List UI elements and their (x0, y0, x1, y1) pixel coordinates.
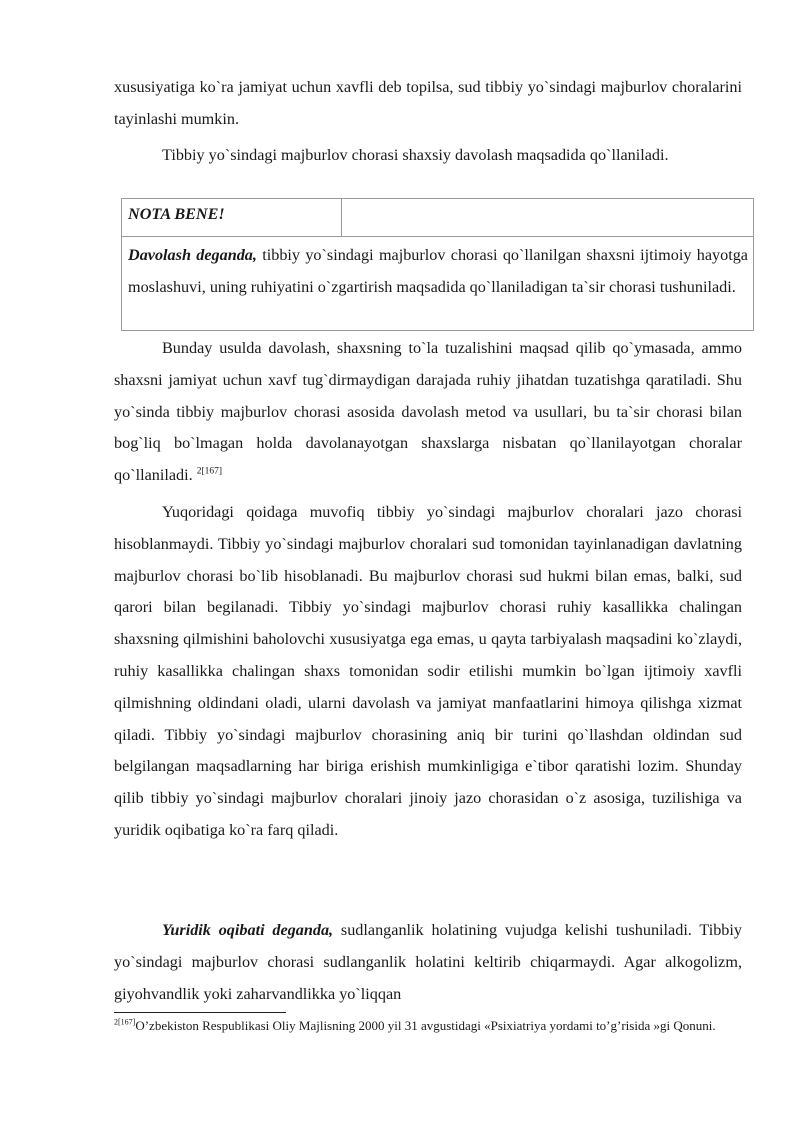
footnote (114, 1016, 754, 1035)
paragraph-3 (114, 333, 742, 492)
paragraph-4-text: Yuqoridagi qoidaga muvofiq tibbiy yo`sindagi majburlov choralari jazo chorasi hisoblanmaydi. Tibbiy yo`sindagi majburlov choralari sud tomonidan tayinlanadigan davlatning majburlov chorasi bo`lib hisoblanadi. Bu majburlov chorasi sud hukmi bilan emas, balki, sud qarori bilan begilanadi. Tibbiy yo`sindagi majburlov chorasi ruhiy kasallikka chalingan shaxsning qilmishini baholovchi xususiyatga ega emas, u qayta tarbiyalash maqsadini ko`zlaydi, ruhiy kasallikka chalingan shaxs tomonidan sodir etilishi mumkin bo`lgan ijtimoiy xavfli qilmishning oldindani oladi, ularni davolash va jamiyat manfaatlarini himoya qilishga xizmat qiladi. Tibbiy yo`sindagi majburlov chorasining aniq bir turini qo`llashdan oldindan sud belgilangan maqsadlarning har biriga erishish mumkinligiga e`tibor qaratishi lozim. Shunday qilib tibbiy yo`sindagi majburlov choralari jinoiy jazo chorasidan o`z asosiga, tuzilishiga va yuridik oqibatiga ko`ra farq qiladi. (114, 503, 742, 839)
nota-bene-title: NOTA BENE! (128, 205, 225, 223)
footnote-mark: 2[167] (114, 1017, 136, 1027)
paragraph-2-text: Tibbiy yo`sindagi majburlov chorasi shaxsiy davolash maqsadida qo`llaniladi. (162, 146, 669, 164)
paragraph-1 (114, 72, 742, 136)
footnote-reference[interactable]: 2[167] (196, 466, 223, 477)
paragraph-1-text: xususiyatiga ko`ra jamiyat uchun xavfli deb topilsa, sud tibbiy yo`sindagi majburlov choralarini tayinlashi mumkin. (114, 78, 742, 128)
nota-bene-header-divider (341, 199, 342, 237)
paragraph-3-text: Bunday usulda davolash, shaxsning to`la tuzalishini maqsad qilib qo`ymasada, ammo shaxsni jamiyat uchun xavf tug`dirmaydigan darajada ruhiy jihatdan tuzatishga qaratiladi. Shu yo`sinda tibbiy majburlov chorasi asosida davolash metod va usullari, bu ta`sir chorasi bilan bog`liq bo`lmagan holda davolanayotgan shaxslarga nisbatan qo`llanilayotgan choralar qo`llaniladi. (114, 339, 742, 485)
paragraph-4 (114, 497, 742, 847)
nota-bene-lead: Davolash deganda, (128, 246, 257, 264)
paragraph-2 (114, 140, 742, 172)
paragraph-5 (114, 915, 742, 1010)
nota-bene-header (122, 199, 754, 237)
nota-bene-body (128, 239, 748, 303)
nota-bene-text: tibbiy yo`sindagi majburlov chorasi qo`llanilgan shaxsni ijtimoiy hayotga moslashuvi, uning ruhiyatini o`zgartirish maqsadida qo`llaniladigan ta`sir chorasi tushuniladi. (128, 246, 748, 296)
footnote-separator (114, 1012, 286, 1013)
footnote-text: O’zbekiston Respublikasi Oliy Majlisning 2000 yil 31 avgustidagi «Psixiatriya yordami to’g’risida »gi Qonuni. (135, 1018, 716, 1033)
nota-bene-box (121, 198, 754, 331)
paragraph-5-lead: Yuridik oqibati deganda, (162, 921, 334, 939)
paragraph-5-text: sudlanganlik holatining vujudga kelishi tushuniladi. Tibbiy yo`sindagi majburlov chorasi sudlanganlik holatini keltirib chiqarmaydi. Agar alkogolizm, giyohvandlik yoki zaharvandlikka yo`liqqan (114, 921, 742, 1003)
